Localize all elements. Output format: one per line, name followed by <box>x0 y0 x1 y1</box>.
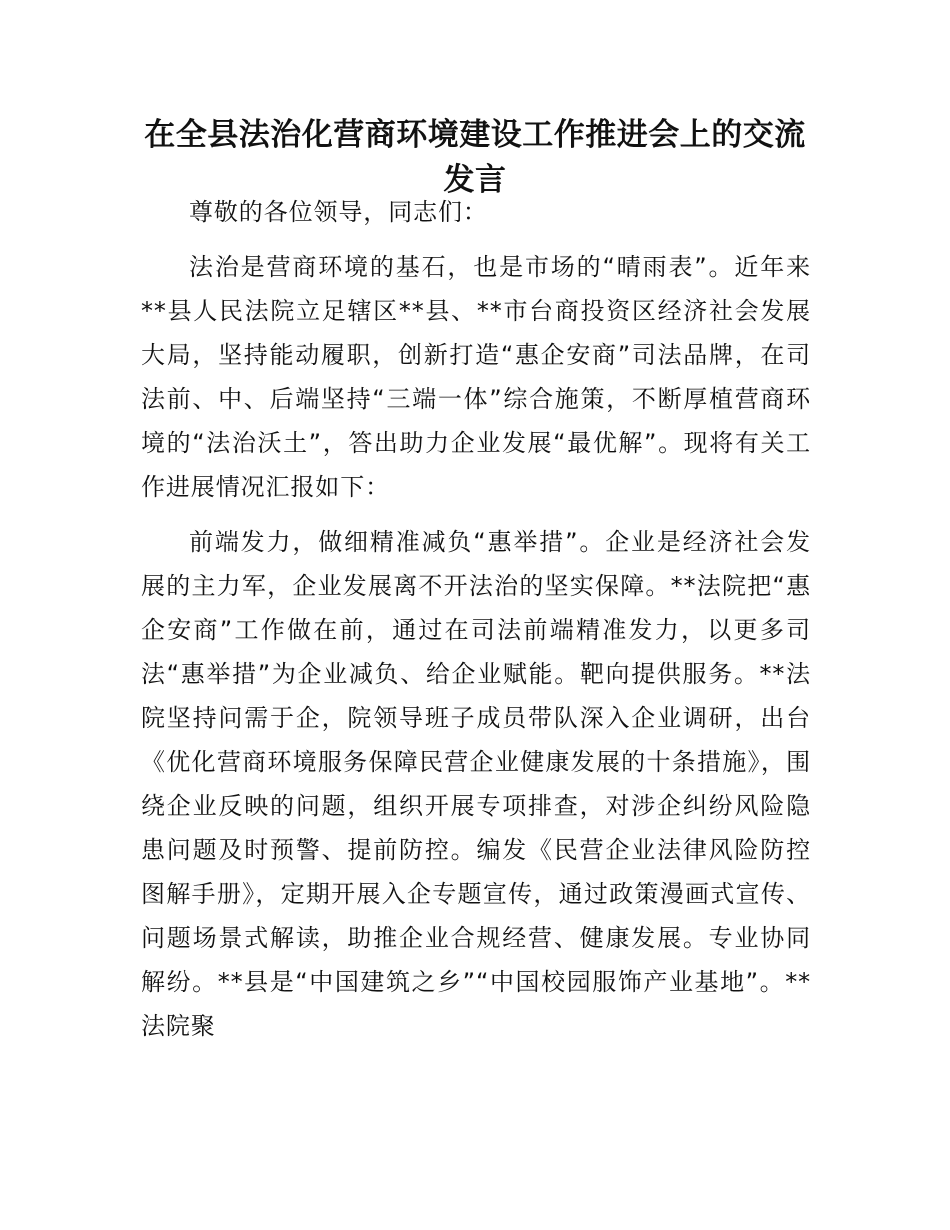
body-paragraph: 法治是营商环境的基石，也是市场的“晴雨表”。近年来**县人民法院立足辖区**县、**市台商投资区经济社会发展大局，坚持能动履职，创新打造“惠企安商”司法品牌，在司法前、中、后端坚持“三端一体”综合施策，不断厚植营商环境的“法治沃土”，答出助力企业发展“最优解”。现将有关工作进展情况汇报如下： <box>141 253 811 501</box>
document-title: 在全县法治化营商环境建设工作推进会上的交流发言 <box>144 117 806 198</box>
greeting-paragraph: 尊敬的各位领导，同志们： <box>189 198 488 226</box>
document-body <box>141 190 811 1048</box>
body-paragraph: 前端发力，做细精准减负“惠举措”。企业是经济社会发展的主力军，企业发展离不开法治的坚实保障。**法院把“惠企安商”工作做在前，通过在司法前端精准发力，以更多司法“惠举措”为企业减负、给企业赋能。靶向提供服务。**法院坚持问需于企，院领导班子成员带队深入企业调研，出台《优化营商环境服务保障民营企业健康发展的十条措施》，围绕企业反映的问题，组织开展专项排查，对涉企纠纷风险隐患问题及时预警、提前防控。编发《民营企业法律风险防控图解手册》，定期开展入企专题宣传，通过政策漫画式宣传、问题场景式解读，助推企业合规经营、健康发展。专业协同解纷。**县是“中国建筑之乡”“中国校园服饰产业基地”。**法院聚 <box>141 528 811 1040</box>
